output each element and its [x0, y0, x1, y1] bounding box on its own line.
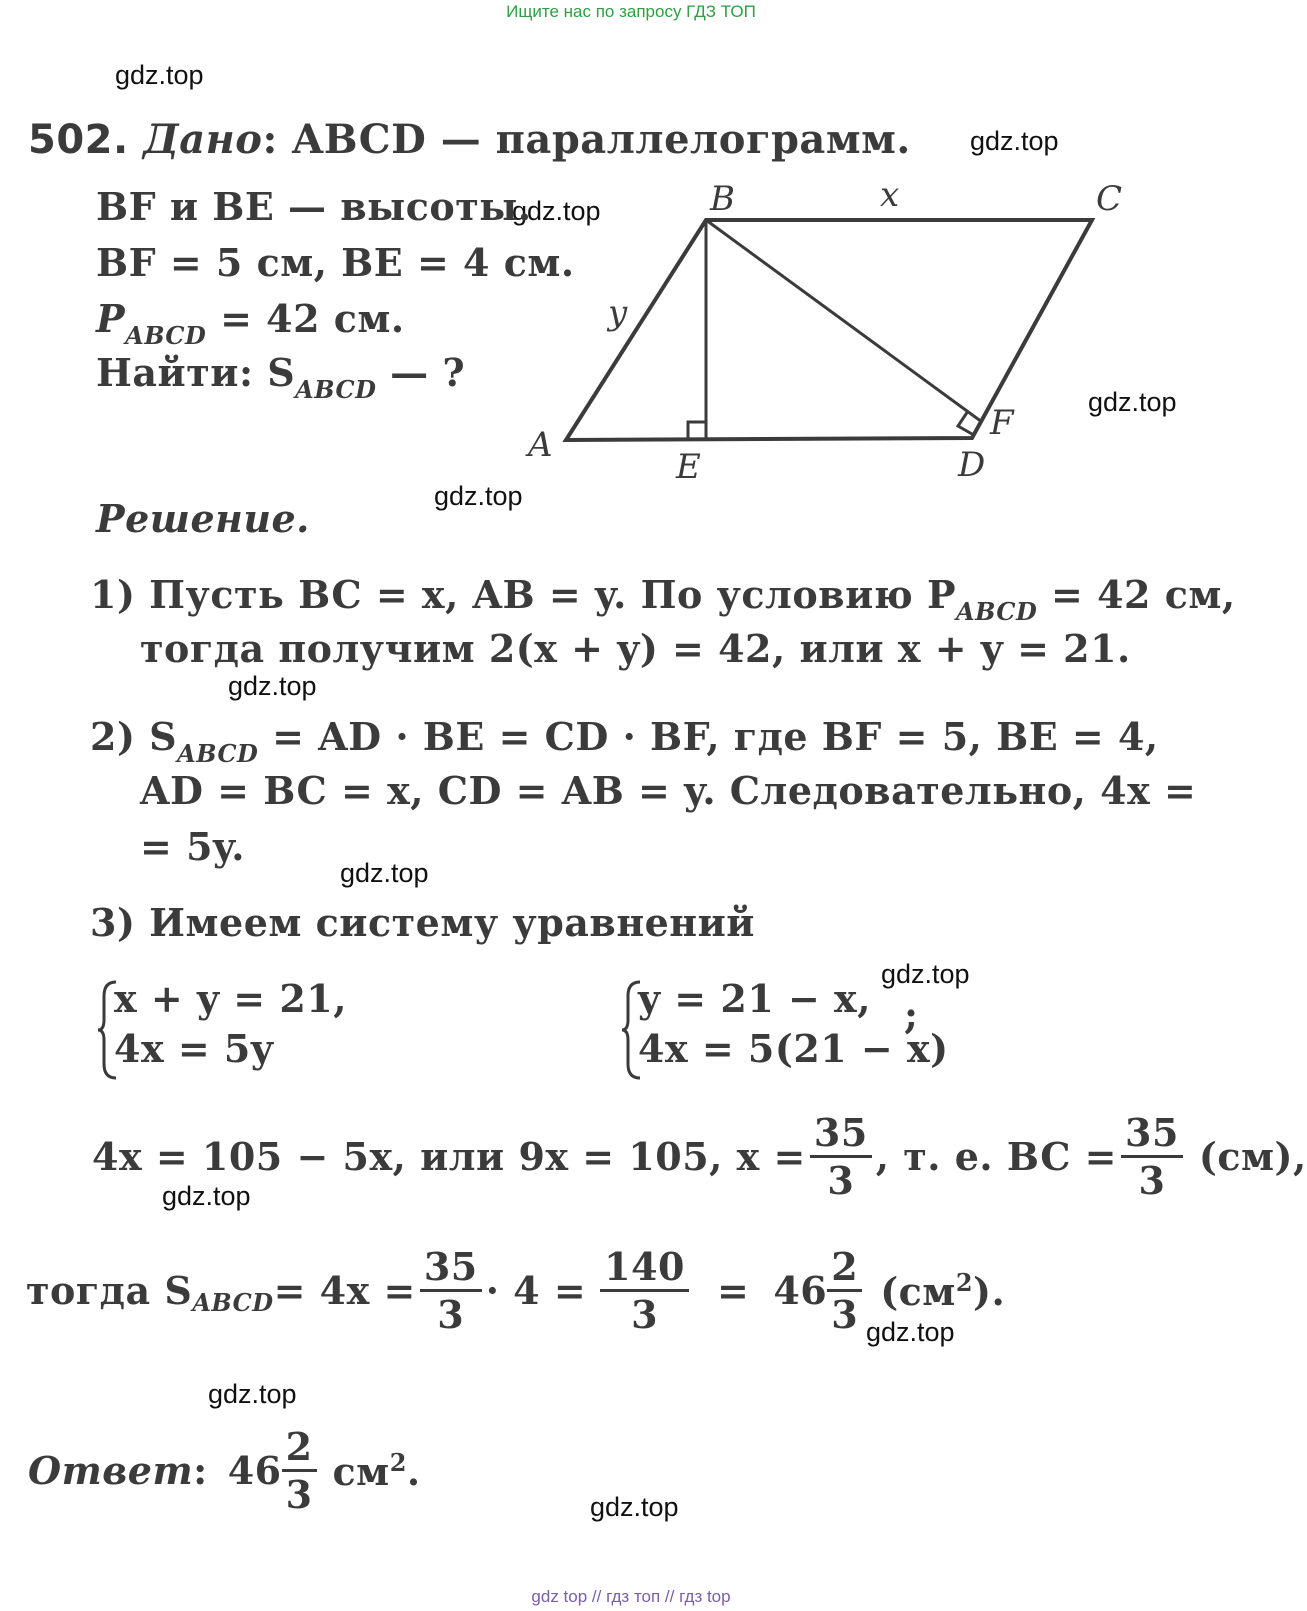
- label-c: C: [1096, 179, 1123, 219]
- fraction-numerator: 35: [1125, 1110, 1179, 1155]
- find-rest: — ?: [376, 350, 466, 395]
- label-d: D: [958, 445, 986, 485]
- fraction-35-3-bc: [1121, 1110, 1183, 1203]
- watermark: gdz.top: [228, 671, 317, 701]
- perimeter-subscript: ABCD: [125, 321, 207, 350]
- parallelogram-figure: [520, 175, 1140, 488]
- equation-2-text: тогда S: [26, 1268, 193, 1313]
- answer: [28, 1424, 421, 1517]
- label-y: y: [608, 293, 628, 333]
- label-b: B: [710, 179, 735, 219]
- step-2-subscript: ABCD: [177, 739, 259, 768]
- answer-whole: 46: [227, 1448, 282, 1493]
- fraction-numerator: 2: [285, 1424, 313, 1469]
- problem-line-values: BF = 5 см, BE = 4 см.: [96, 240, 575, 285]
- system-2-line-1: y = 21 − x,: [638, 976, 871, 1021]
- equation-1-mid: , т. е. BC =: [875, 1134, 1118, 1179]
- unit-superscript: 2: [389, 1447, 407, 1477]
- equation-2-times: · 4 =: [485, 1268, 587, 1313]
- step-3-line: 3) Имеем систему уравнений: [90, 900, 755, 945]
- given-rest: : ABCD — параллелограмм.: [262, 116, 911, 163]
- system-2-semicolon: ;: [904, 992, 919, 1037]
- fraction-numerator: 35: [423, 1244, 478, 1289]
- problem-line-perimeter: [96, 296, 405, 350]
- watermark: gdz.top: [434, 481, 523, 511]
- equation-1: [92, 1110, 1307, 1203]
- unit-text: см: [332, 1448, 390, 1494]
- system-1-line-2: 4x = 5y: [114, 1026, 274, 1071]
- problem-number: 502.: [28, 117, 129, 163]
- step-1-line-2: тогда получим 2(x + y) = 42, или x + y = 21.: [140, 626, 1131, 671]
- watermark: gdz.top: [1088, 387, 1177, 417]
- height-bf: [706, 220, 982, 422]
- unit-superscript: 2: [955, 1267, 974, 1297]
- equation-2-equals: =: [717, 1268, 750, 1313]
- fraction-denominator: 3: [827, 1289, 862, 1337]
- fraction-35-3: [810, 1110, 872, 1203]
- step-2-line-3: = 5y.: [140, 824, 245, 869]
- equation-2-unit: [880, 1268, 1005, 1314]
- fraction-denominator: 3: [420, 1289, 482, 1337]
- perimeter-value: = 42 см.: [206, 296, 405, 341]
- footer-links[interactable]: gdz top // гдз топ // гдз top: [531, 1587, 731, 1606]
- unit-text: (см: [880, 1268, 956, 1314]
- step-2-rest: = AD · BE = CD · BF, где BF = 5, BE = 4,: [258, 714, 1159, 759]
- find-subscript: ABCD: [295, 375, 377, 404]
- unit-close: ).: [973, 1268, 1006, 1314]
- answer-label: Ответ: [28, 1448, 194, 1493]
- label-a: A: [528, 425, 553, 465]
- step-1-line-1: [90, 572, 1236, 626]
- equation-1-unit: (см),: [1198, 1134, 1307, 1179]
- system-1-line-1: x + y = 21,: [114, 976, 347, 1021]
- watermark: gdz.top: [970, 126, 1059, 156]
- solution-heading: Решение.: [96, 496, 310, 541]
- watermark: gdz.top: [866, 1317, 955, 1347]
- step-2-text: 2) S: [90, 714, 178, 759]
- find-label: Найти: S: [96, 350, 296, 395]
- answer-unit: [333, 1448, 421, 1494]
- fraction-numerator: 2: [831, 1244, 859, 1289]
- problem-line-given: [28, 116, 911, 163]
- system-2-line-2: 4x = 5(21 − x): [638, 1026, 949, 1071]
- label-x: x: [880, 175, 900, 215]
- equation-2: [26, 1244, 1005, 1337]
- right-angle-e: [688, 422, 706, 440]
- step-2-line-1: [90, 714, 1159, 768]
- fraction-numerator: 140: [604, 1244, 685, 1289]
- fraction-2-3: [827, 1244, 862, 1337]
- label-e: E: [676, 447, 701, 487]
- answer-colon: :: [193, 1448, 208, 1493]
- step-1-subscript: ABCD: [956, 597, 1038, 626]
- watermark: gdz.top: [512, 196, 601, 226]
- top-banner[interactable]: Ищите нас по запросу ГДЗ ТОП: [506, 2, 756, 21]
- fraction-140-3: [600, 1244, 689, 1337]
- given-label: Дано: [143, 116, 263, 163]
- fraction-35-3-area: [420, 1244, 482, 1337]
- watermark: gdz.top: [115, 60, 204, 90]
- step-1-rest: = 42 см,: [1037, 572, 1236, 617]
- unit-dot: .: [406, 1448, 421, 1494]
- step-2-line-2: AD = BC = x, CD = AB = y. Следовательно, 4x =: [140, 768, 1197, 813]
- equation-1-text: 4x = 105 − 5x, или 9x = 105, x =: [92, 1134, 806, 1179]
- watermark: gdz.top: [162, 1181, 251, 1211]
- equation-2-mid: = 4x =: [273, 1268, 416, 1313]
- watermark: gdz.top: [340, 858, 429, 888]
- perimeter-symbol: P: [96, 296, 126, 341]
- fraction-denominator: 3: [810, 1155, 872, 1203]
- equation-2-whole: 46: [773, 1268, 828, 1313]
- problem-line-heights: BF и BE — высоты.: [96, 184, 532, 229]
- step-1-text: 1) Пусть BC = x, AB = y. По условию P: [90, 572, 957, 617]
- fraction-denominator: 3: [600, 1289, 689, 1337]
- equation-2-subscript: ABCD: [192, 1288, 274, 1317]
- fraction-numerator: 35: [813, 1110, 868, 1155]
- watermark: gdz.top: [590, 1492, 679, 1522]
- problem-line-find: [96, 350, 465, 404]
- fraction-denominator: 3: [1121, 1155, 1183, 1203]
- label-f: F: [990, 403, 1014, 443]
- watermark: gdz.top: [208, 1379, 297, 1409]
- answer-fraction: [282, 1424, 317, 1517]
- watermark: gdz.top: [881, 959, 970, 989]
- fraction-denominator: 3: [282, 1469, 317, 1517]
